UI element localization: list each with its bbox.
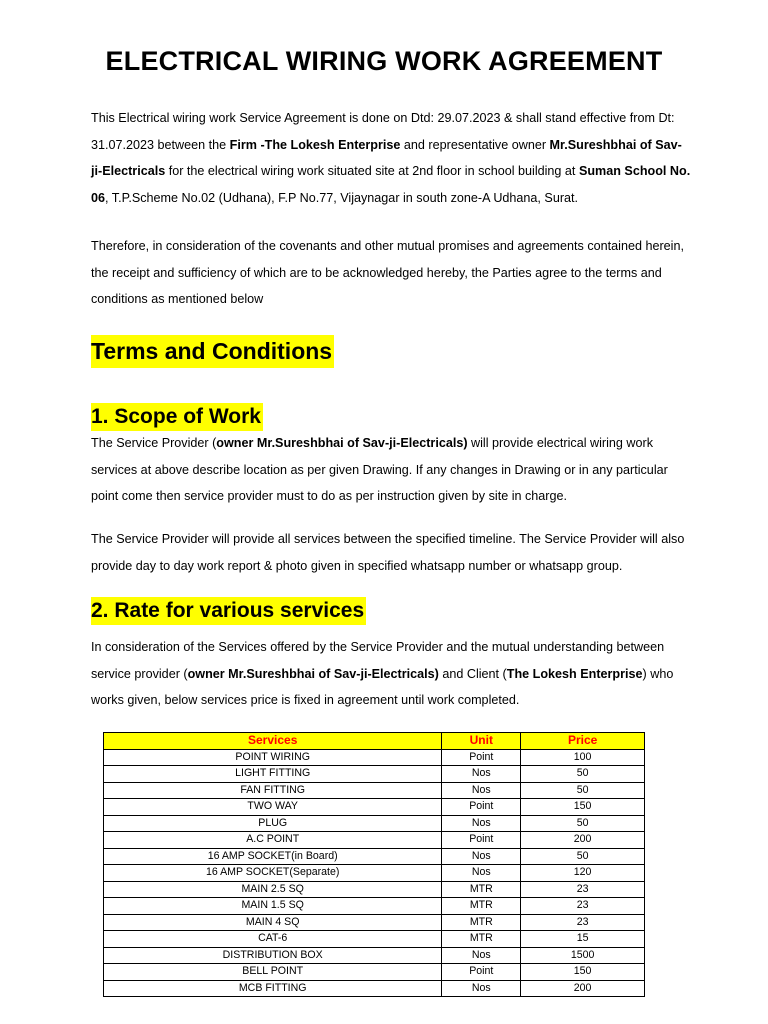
table-row <box>104 782 645 799</box>
unit-cell: MTR <box>442 881 521 898</box>
price-cell: 23 <box>521 898 645 915</box>
unit-cell: Point <box>442 832 521 849</box>
service-cell: MAIN 1.5 SQ <box>104 898 442 915</box>
unit-cell: Point <box>442 749 521 766</box>
table-row <box>104 766 645 783</box>
rates-paragraph: In consideration of the Services offered by the Service Provider and the mutual understanding between service provider (owner Mr.Sureshbhai of Sav-ji-Electricals) and Client (The Lokesh Enterprise) who works given, below services price is fixed in agreement until work completed. <box>91 640 674 708</box>
price-cell: 1500 <box>521 947 645 964</box>
table-row <box>104 947 645 964</box>
price-cell: 50 <box>521 848 645 865</box>
table-row <box>104 799 645 816</box>
unit-cell: Nos <box>442 848 521 865</box>
price-cell: 50 <box>521 782 645 799</box>
service-cell: MAIN 2.5 SQ <box>104 881 442 898</box>
unit-cell: Point <box>442 964 521 981</box>
table-row <box>104 914 645 931</box>
table-row <box>104 749 645 766</box>
table-row <box>104 815 645 832</box>
price-cell: 23 <box>521 914 645 931</box>
service-cell: MCB FITTING <box>104 980 442 997</box>
price-cell: 120 <box>521 865 645 882</box>
service-cell: LIGHT FITTING <box>104 766 442 783</box>
unit-cell: Nos <box>442 766 521 783</box>
price-cell: 200 <box>521 832 645 849</box>
service-cell: PLUG <box>104 815 442 832</box>
unit-cell: Point <box>442 799 521 816</box>
table-row <box>104 881 645 898</box>
header-price: Price <box>521 733 645 750</box>
price-cell: 50 <box>521 766 645 783</box>
scope-paragraph-1: The Service Provider (owner Mr.Sureshbhai of Sav-ji-Electricals) will provide electrical wiring work services at above describe location as per given Drawing. If any changes in Drawing or in any particular point come then service provider must to do as per instruction given by site in charge. <box>91 436 668 504</box>
terms-heading: Terms and Conditions <box>91 335 334 368</box>
section-2-heading: 2. Rate for various services <box>91 597 366 625</box>
price-cell: 100 <box>521 749 645 766</box>
service-cell: CAT-6 <box>104 931 442 948</box>
unit-cell: Nos <box>442 815 521 832</box>
unit-cell: Nos <box>442 947 521 964</box>
unit-cell: Nos <box>442 980 521 997</box>
header-services: Services <box>104 733 442 750</box>
table-row <box>104 848 645 865</box>
service-cell: POINT WIRING <box>104 749 442 766</box>
price-cell: 50 <box>521 815 645 832</box>
unit-cell: MTR <box>442 898 521 915</box>
table-row <box>104 898 645 915</box>
unit-cell: Nos <box>442 782 521 799</box>
service-cell: 16 AMP SOCKET(in Board) <box>104 848 442 865</box>
header-unit: Unit <box>442 733 521 750</box>
service-cell: MAIN 4 SQ <box>104 914 442 931</box>
table-row <box>104 980 645 997</box>
service-cell: 16 AMP SOCKET(Separate) <box>104 865 442 882</box>
service-cell: TWO WAY <box>104 799 442 816</box>
table-row <box>104 931 645 948</box>
consideration-paragraph: Therefore, in consideration of the covenants and other mutual promises and agreements contained herein, the receipt and sufficiency of which are to be acknowledged hereby, the Parties agree to the terms and conditions as mentioned below <box>91 239 684 307</box>
price-cell: 15 <box>521 931 645 948</box>
service-cell: DISTRIBUTION BOX <box>104 947 442 964</box>
service-cell: BELL POINT <box>104 964 442 981</box>
section-1-heading: 1. Scope of Work <box>91 403 263 431</box>
service-cell: FAN FITTING <box>104 782 442 799</box>
rates-table <box>103 732 645 997</box>
scope-paragraph-2: The Service Provider will provide all services between the specified timeline. The Service Provider will also provide day to day work report & photo given in specified whatsapp number or whatsapp group. <box>91 532 685 573</box>
unit-cell: MTR <box>442 914 521 931</box>
price-cell: 150 <box>521 799 645 816</box>
table-row <box>104 865 645 882</box>
table-row <box>104 832 645 849</box>
document-title: ELECTRICAL WIRING WORK AGREEMENT <box>105 46 663 76</box>
price-cell: 23 <box>521 881 645 898</box>
table-row <box>104 964 645 981</box>
intro-paragraph: This Electrical wiring work Service Agreement is done on Dtd: 29.07.2023 & shall stand effective from Dt: 31.07.2023 between the Firm -The Lokesh Enterprise and representative owner Mr.Sureshbhai of Sav-ji-Electricals for the electrical wiring work situated site at 2nd floor in school building at Suman School No. 06, T.P.Scheme No.02 (Udhana), F.P No.77, Vijaynagar in south zone-A Udhana, Surat. <box>91 111 691 206</box>
service-cell: A.C POINT <box>104 832 442 849</box>
price-cell: 200 <box>521 980 645 997</box>
price-cell: 150 <box>521 964 645 981</box>
unit-cell: Nos <box>442 865 521 882</box>
unit-cell: MTR <box>442 931 521 948</box>
table-header-row <box>104 733 645 750</box>
